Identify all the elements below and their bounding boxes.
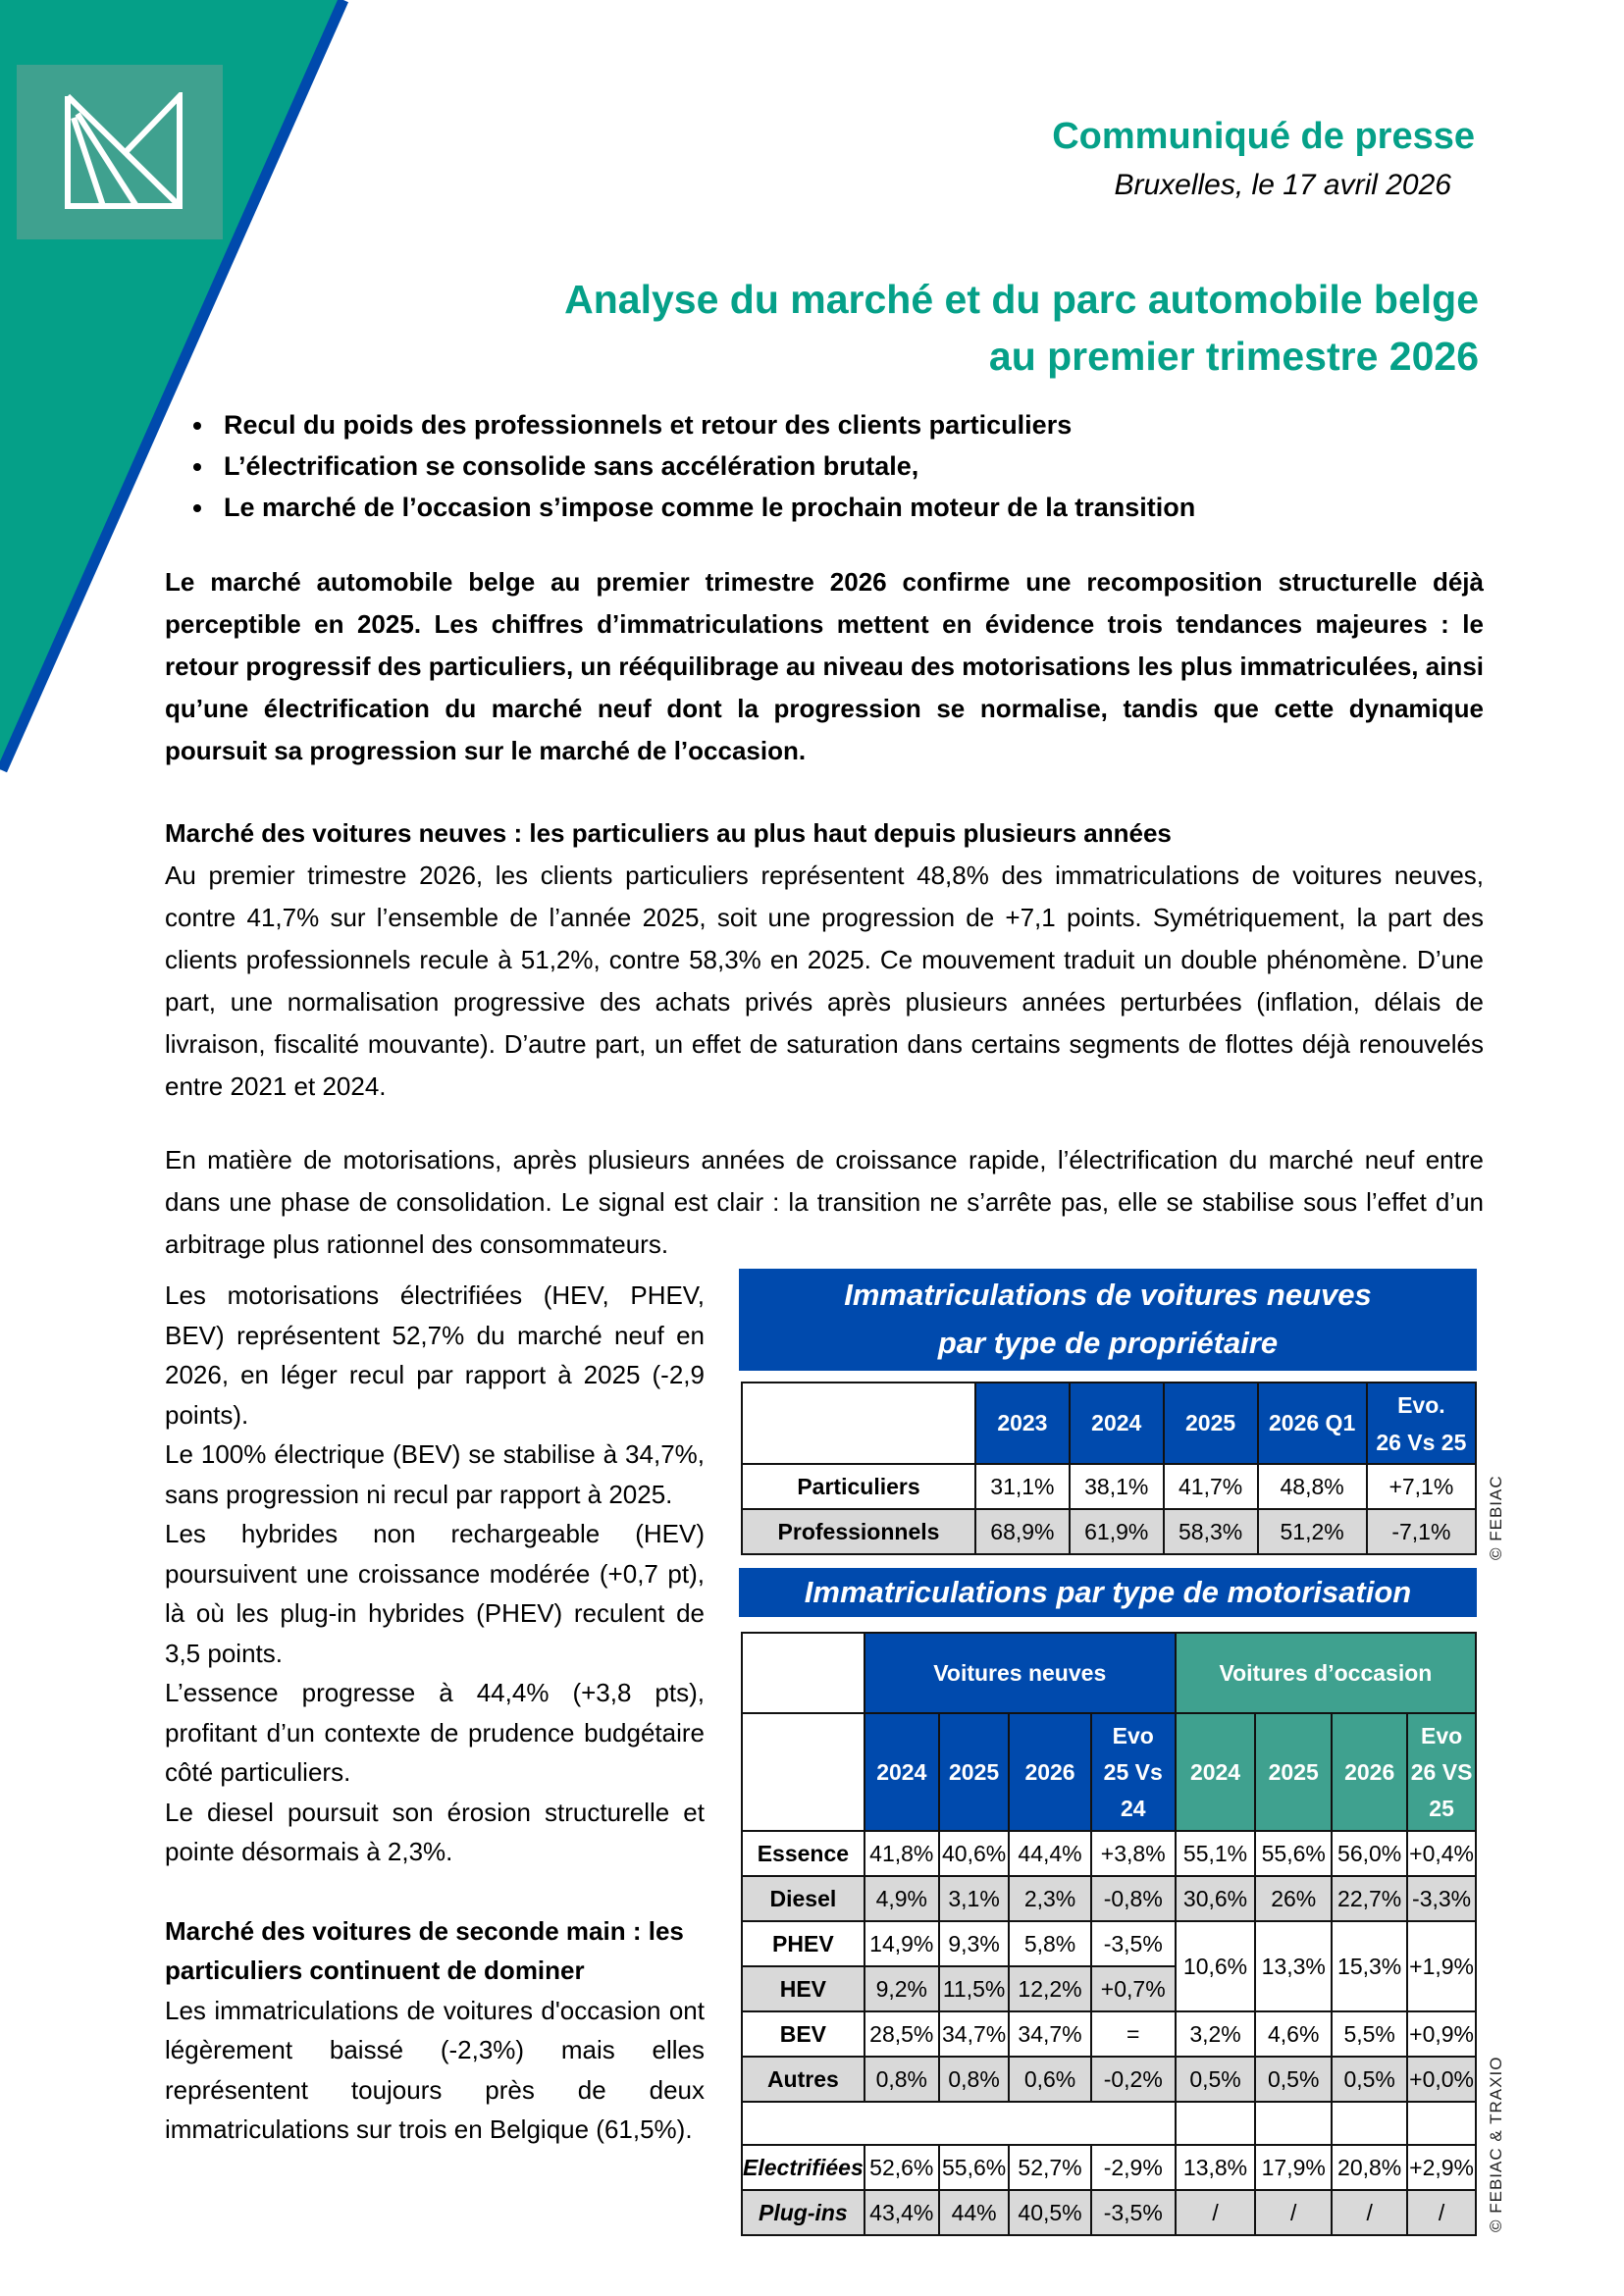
cell: 13,8% [1176,2145,1256,2190]
evo-period: 26 Vs 25 [1376,1429,1467,1455]
cell: 9,3% [939,1921,1010,1966]
cell: 0,5% [1176,2057,1256,2102]
cell: 68,9% [975,1509,1070,1554]
left-paragraph: Le diesel poursuit son érosion structurelle et pointe désormais à 2,3%. [165,1797,705,1866]
cell: 56,0% [1332,1831,1407,1876]
evo-label: Evo [1112,1722,1154,1748]
table-row [742,2011,1476,2057]
cell: 34,7% [939,2011,1010,2057]
left-paragraph: Le 100% électrique (BEV) se stabilise à 34,7%, sans progression ni recul par rapport à 2025. [165,1439,705,1509]
spacer-cell [1407,2102,1476,2145]
cell: / [1407,2190,1476,2235]
cell: / [1255,2190,1332,2235]
group-header-used-cars: Voitures d’occasion [1176,1633,1476,1713]
evo-label: 25 [1429,1795,1454,1821]
cell: +0,0% [1407,2057,1476,2102]
cell: -2,9% [1091,2145,1176,2190]
spacer-cell [742,2102,1176,2145]
cell: 5,8% [1009,1921,1090,1966]
cell: -7,1% [1367,1509,1476,1554]
cell: -3,5% [1091,1921,1176,1966]
cell: 14,9% [864,1921,939,1966]
cell: 40,5% [1009,2190,1090,2235]
spacer-cell [1255,2102,1332,2145]
cell: 43,4% [864,2190,939,2235]
cell: 3,2% [1176,2011,1256,2057]
row-label: Autres [742,2057,864,2102]
row-label: BEV [742,2011,864,2057]
cell: 5,5% [1332,2011,1407,2057]
cell: +2,9% [1407,2145,1476,2190]
evo-label: Evo. [1397,1391,1445,1418]
cell: 17,9% [1255,2145,1332,2190]
cell: 26% [1255,1876,1332,1921]
left-paragraph: Les immatriculations de voitures d'occasion ont légèrement baissé (-2,3%) mais elles représentent toujours près de deux immatriculations sur trois en Belgique (61,5%). [165,1995,705,2144]
section1-paragraph-1: Au premier trimestre 2026, les clients particuliers représentent 48,8% des immatriculations de voitures neuves, contre 41,7% sur l’ensemble de l’année 2025, soit une progression de +7,1 points. Symétriquement, la part des clients professionnels recule à 51,2%, contre 58,3% en 2025. Ce mouvement traduit un double phénomène. D’une part, une normalisation progressive des achats privés après plusieurs années perturbées (inflation, délais de livraison, fiscalité mouvante). D’autre part, un effet de saturation dans certains segments de flottes déjà renouvelés entre 2021 et 2024. [165,861,1484,1101]
table1-header-evo [1367,1383,1476,1464]
cell: 51,2% [1258,1509,1367,1554]
spacer-cell [1332,2102,1407,2145]
cell: 0,8% [864,2057,939,2102]
cell: 9,2% [864,1966,939,2011]
table-row [742,1876,1476,1921]
table1-header: 2024 [1070,1383,1164,1464]
cell: 22,7% [1332,1876,1407,1921]
page-title [564,271,1479,385]
table-row [742,2145,1476,2190]
cell: = [1091,2011,1176,2057]
evo-header [1091,1713,1176,1831]
section-title-used-cars: Marché des voitures de seconde main : les particuliers continuent de dominer [165,1915,684,1985]
evo-label: 25 Vs [1103,1758,1163,1785]
cell: 38,1% [1070,1464,1164,1509]
cell: 34,7% [1009,2011,1090,2057]
table-row [742,1831,1476,1876]
cell: / [1176,2190,1256,2235]
cell: 52,6% [864,2145,939,2190]
cell: 4,6% [1255,2011,1332,2057]
table-owner-type [741,1382,1477,1555]
cell: / [1332,2190,1407,2235]
logo-m-icon [64,92,183,212]
row-label: Electrifiées [742,2145,864,2190]
table-row [742,2190,1476,2235]
row-label: HEV [742,1966,864,2011]
cell: 41,8% [864,1831,939,1876]
merged-cell: 10,6% [1176,1921,1256,2011]
cell: -0,8% [1091,1876,1176,1921]
spacer-row [742,2102,1476,2145]
highlight-item: • Recul du poids des professionnels et retour des clients particuliers [216,404,1195,445]
cell: +7,1% [1367,1464,1476,1509]
table1-header: 2025 [1164,1383,1258,1464]
table1-title [739,1269,1477,1371]
table2-corner-cell [742,1633,864,1713]
highlights-list [188,404,1195,528]
cell: +0,9% [1407,2011,1476,2057]
cell: 0,5% [1332,2057,1407,2102]
row-label: Essence [742,1831,864,1876]
year-header: 2026 [1332,1713,1407,1831]
copyright-febiac-traxio: © FEBIAC & TRAXIO [1487,2056,1505,2232]
row-label: Plug-ins [742,2190,864,2235]
cell: +0,4% [1407,1831,1476,1876]
table-row [742,1921,1476,1966]
merged-cell: 13,3% [1255,1921,1332,2011]
year-header: 2024 [1176,1713,1256,1831]
year-header: 2025 [939,1713,1010,1831]
evo-label: Evo [1420,1722,1463,1748]
cell: 20,8% [1332,2145,1407,2190]
table-motorisation [741,1632,1477,2236]
table1-header: 2023 [975,1383,1070,1464]
cell: 40,6% [939,1831,1010,1876]
cell: 58,3% [1164,1509,1258,1554]
year-header: 2026 [1009,1713,1090,1831]
evo-header [1407,1713,1476,1831]
year-header: 2025 [1255,1713,1332,1831]
merged-cell: 15,3% [1332,1921,1407,2011]
cell: +0,7% [1091,1966,1176,2011]
section-title-new-cars: Marché des voitures neuves : les particuliers au plus haut depuis plusieurs années [165,818,1172,848]
year-header: 2024 [864,1713,939,1831]
cell: 4,9% [864,1876,939,1921]
evo-label: 24 [1120,1795,1146,1821]
spacer-cell [1176,2102,1256,2145]
cell: 48,8% [1258,1464,1367,1509]
cell: 0,5% [1255,2057,1332,2102]
row-label: PHEV [742,1921,864,1966]
cell: +3,8% [1091,1831,1176,1876]
cell: 55,1% [1176,1831,1256,1876]
cell: 12,2% [1009,1966,1090,2011]
cell: 44,4% [1009,1831,1090,1876]
table1-title-line-2: par type de propriétaire [937,1326,1279,1360]
cell: 52,7% [1009,2145,1090,2190]
table1-corner-cell [742,1383,975,1464]
cell: 30,6% [1176,1876,1256,1921]
left-paragraph: Les motorisations électrifiées (HEV, PHEV, BEV) représentent 52,7% du marché neuf en 2026, en léger recul par rapport à 2025 (-2,9 points). [165,1280,705,1430]
cell: 41,7% [1164,1464,1258,1509]
intro-paragraph: Le marché automobile belge au premier trimestre 2026 confirme une recomposition structurelle déjà perceptible en 2025. Les chiffres d’immatriculations mettent en évidence trois tendances majeures : le retour progressif des particuliers, un rééquilibrage au niveau des motorisations les plus immatriculées, ainsi qu’une électrification du marché neuf dont la progression se normalise, tandis que cette dynamique poursuit sa progression sur le marché de l’occasion. [165,567,1484,765]
place-date: Bruxelles, le 17 avril 2026 [1114,169,1451,201]
table2-title: Immatriculations par type de motorisation [739,1568,1477,1617]
cell: 0,6% [1009,2057,1090,2102]
title-line-1: Analyse du marché et du parc automobile belge [564,277,1479,322]
copyright-febiac: © FEBIAC [1487,1475,1505,1560]
table-row [742,1464,1476,1509]
left-paragraph: Les hybrides non rechargeable (HEV) poursuivent une croissance modérée (+0,7 pt), là où les plug-in hybrides (PHEV) reculent de 3,5 points. [165,1519,705,1668]
row-label: Diesel [742,1876,864,1921]
cell: 31,1% [975,1464,1070,1509]
cell: 0,8% [939,2057,1010,2102]
cell: 55,6% [1255,1831,1332,1876]
group-header-new-cars: Voitures neuves [864,1633,1176,1713]
cell: 11,5% [939,1966,1010,2011]
title-line-2: au premier trimestre 2026 [988,334,1479,379]
evo-label: 26 VS [1410,1758,1473,1785]
cell: 61,9% [1070,1509,1164,1554]
row-label: Particuliers [742,1464,975,1509]
table1-title-line-1: Immatriculations de voitures neuves [844,1278,1372,1312]
left-column-text [165,1276,705,2150]
highlight-item: • Le marché de l’occasion s’impose comme le prochain moteur de la transition [216,487,1195,528]
highlight-item: • L’électrification se consolide sans accélération brutale, [216,445,1195,487]
cell: -3,5% [1091,2190,1176,2235]
table1-header: 2026 Q1 [1258,1383,1367,1464]
left-paragraph: L’essence progresse à 44,4% (+3,8 pts), profitant d’un contexte de prudence budgétaire côté particuliers. [165,1678,705,1787]
cell: 2,3% [1009,1876,1090,1921]
cell: 28,5% [864,2011,939,2057]
cell: 3,1% [939,1876,1010,1921]
cell: 55,6% [939,2145,1010,2190]
table2-corner-cell [742,1713,864,1831]
cell: -3,3% [1407,1876,1476,1921]
cell: -0,2% [1091,2057,1176,2102]
document-type: Communiqué de presse [1052,116,1475,157]
cell: 44% [939,2190,1010,2235]
table-row [742,1509,1476,1554]
section1-paragraph-2: En matière de motorisations, après plusieurs années de croissance rapide, l’électrification du marché neuf entre dans une phase de consolidation. Le signal est clair : la transition ne s’arrête pas, elle se stabilise sous l’effet d’un arbitrage plus rationnel des consommateurs. [165,1145,1484,1259]
row-label: Professionnels [742,1509,975,1554]
merged-cell: +1,9% [1407,1921,1476,2011]
company-logo [17,65,223,239]
table-row [742,2057,1476,2102]
